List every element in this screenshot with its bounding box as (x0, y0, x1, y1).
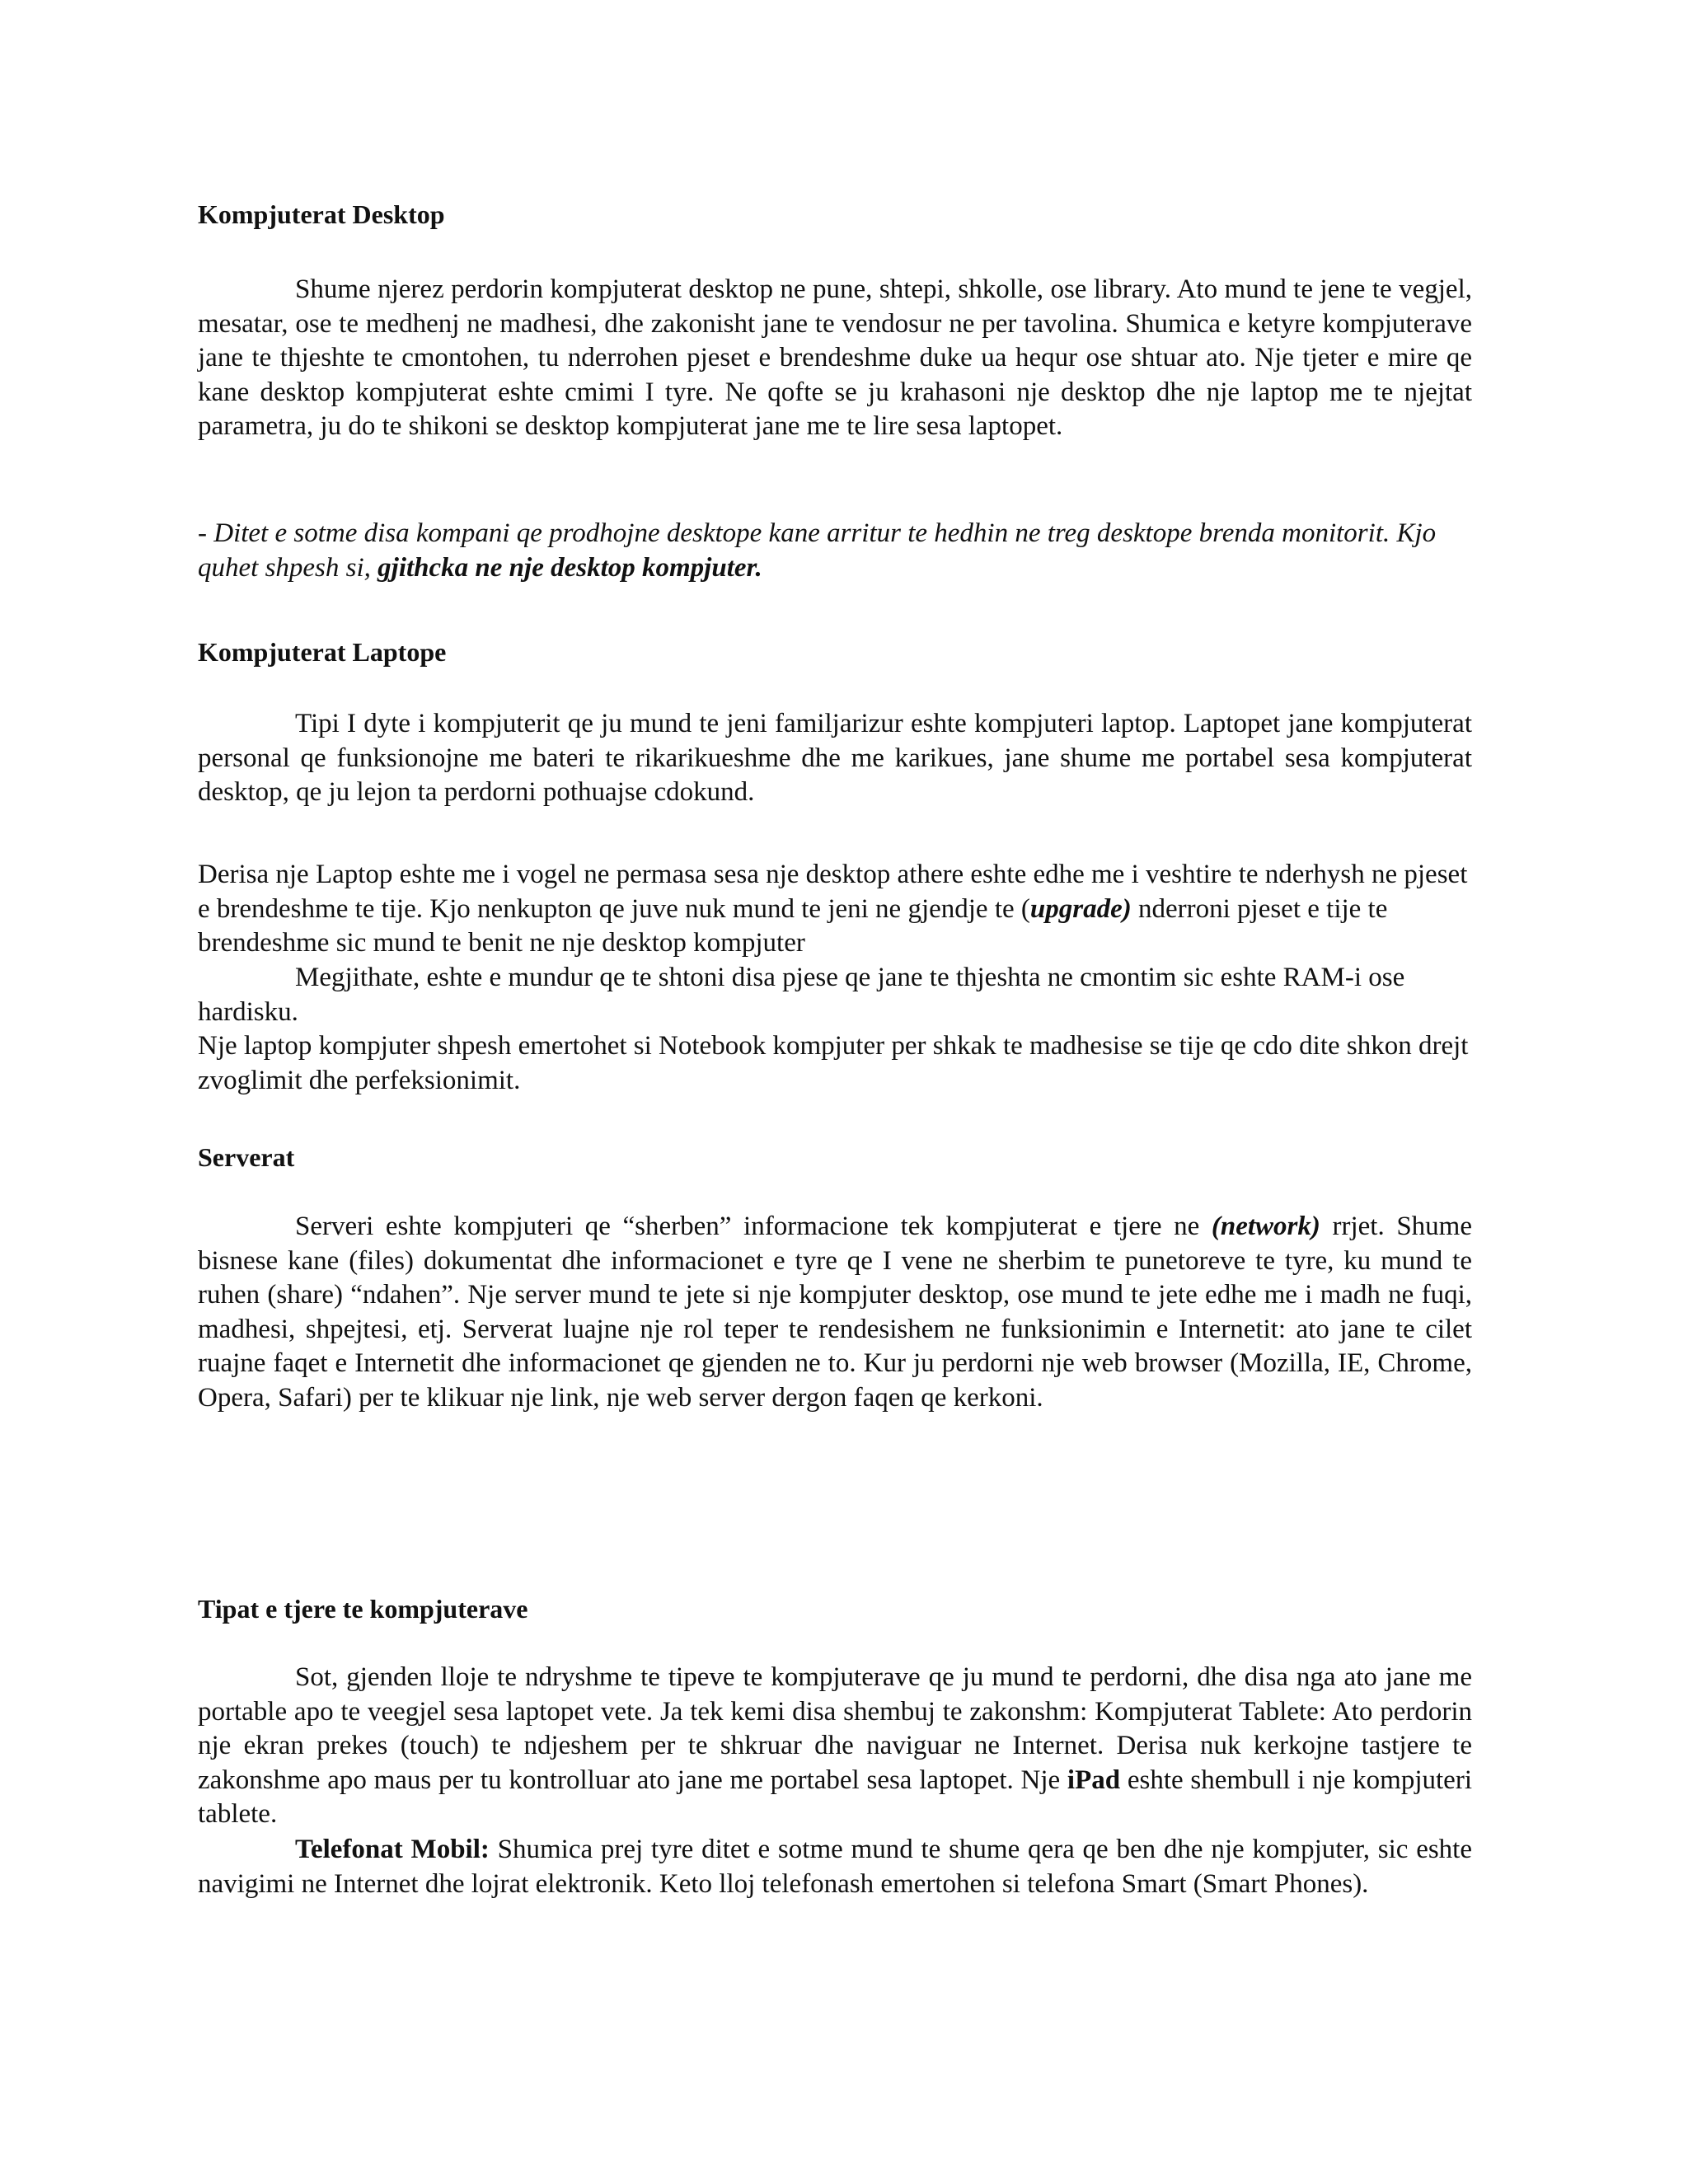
other-types-text: Sot, gjenden lloje te ndryshme te tipeve te kompjuterave qe ju mund te perdorni, dhe disa nga ato jane me portable apo te veegjel sesa laptopet vete. Ja tek kemi disa shembuj te zakonshm: Kompjuterat Tablete: Ato perdorin nje ekran prekes (touch) te ndjeshem per te shkruar dhe naviguar ne Internet. Derisa nuk kerkojne tastjere te zakonshme apo maus per tu kontrolluar ato jane me portabel sesa laptopet. Nje (198, 1662, 1472, 1795)
paragraph-laptop-upgrade (198, 858, 1472, 961)
paragraph-laptop-parts: Megjithate, eshte e mundur qe te shtoni disa pjese qe jane te thjeshta ne cmontim sic eshte RAM-i ose hardisku. (198, 963, 1405, 1027)
laptop-upgrade-text: Derisa nje Laptop eshte me i vogel ne permasa sesa nje desktop athere eshte edhe me i veshtire te nderhysh ne pjeset e brendeshme te tije. Kjo nenkupton qe juve nuk mund te jeni ne gjendje te ( (198, 860, 1468, 924)
heading-other-types: Tipat e tjere te kompjuterave (198, 1594, 528, 1624)
desktop-note-emphasis: gjithcka ne nje desktop kompjuter. (377, 552, 762, 583)
paragraph-laptop-intro: Tipi I dyte i kompjuterit qe ju mund te jeni familjarizur eshte kompjuteri laptop. Laptopet jane kompjuterat personal qe funksionojne me bateri te rikarikueshme dhe me karikues, jane shume me portabel sesa kompjuterat desktop, qe ju lejon ta perdorni pothuajse cdokund. (198, 709, 1472, 807)
heading-desktop: Kompjuterat Desktop (198, 199, 445, 229)
mobile-phones-label: Telefonat Mobil: (295, 1835, 490, 1864)
mobile-phones-text: Shumica prej tyre ditet e sotme mund te shume qera qe ben dhe nje kompjuter, sic eshte navigimi ne Internet dhe lojrat elektronik. Keto lloj telefonash emertohen si telefona Smart (Smart Phones). (198, 1835, 1473, 1899)
heading-servers: Serverat (198, 1142, 295, 1172)
servers-text: Serveri eshte kompjuteri qe “sherben” informacione tek kompjuterat e tjere ne (295, 1212, 1212, 1241)
ipad-term: iPad (1067, 1765, 1121, 1795)
document-page (198, 0, 1472, 2184)
paragraph-desktop-intro: Shume njerez perdorin kompjuterat desktop ne pune, shtepi, shkolle, ose library. Ato mund te jene te vegjel, mesatar, ose te medhenj ne madhesi, dhe zakonisht jane te vendosur ne per tavolina. Shumica e ketyre kompjuterave jane te thjeshte te cmontohen, tu nderrohen pjeset e brendeshme duke ua hequr ose shtuar ato. Nje tjeter e mire qe kane desktop kompjuterat eshte cmimi I tyre. Ne qofte se ju krahasoni nje desktop dhe nje laptop me te njejtat parametra, ju do te shikoni se desktop kompjuterat jane me te lire sesa laptopet. (198, 274, 1472, 441)
laptop-upgrade-text-end: nderroni pjeset e tije te brendeshme sic mund te benit ne nje desktop kompjuter (198, 893, 1388, 958)
servers-network-term: (network) (1211, 1212, 1320, 1241)
paragraph-other-types (198, 1661, 1472, 1832)
paragraph-mobile-phones (198, 1833, 1472, 1901)
laptop-upgrade-term: upgrade) (1029, 893, 1132, 924)
heading-laptop: Kompjuterat Laptope (198, 637, 447, 667)
paragraph-servers (198, 1210, 1472, 1415)
servers-text-end: rrjet. Shume bisnese kane (files) dokumentat dhe informacionet e tyre qe I vene ne sherbim te punetoreve te tyre, ku mund te ruhen (share) “ndahen”. Nje server mund te jete si nje kompjuter desktop, ose mund te jete edhe me i madh ne fuqi, madhesi, shpejtesi, etj. Serverat luajne nje rol teper te rendesishem ne funksionimin e Internetit: ato jane te cilet ruajne faqet e Internetit dhe informacionet qe gjenden ne to. Kur ju perdorni nje web browser (Mozilla, IE, Chrome, Opera, Safari) per te klikuar nje link, nje web server dergon faqen qe kerkoni. (198, 1212, 1472, 1413)
paragraph-laptop-notebook: Nje laptop kompjuter shpesh emertohet si Notebook kompjuter per shkak te madhesise se tije qe cdo dite shkon drejt zvoglimit dhe perfeksionimit. (198, 1031, 1469, 1095)
other-types-text-end: eshte shembull i nje kompjuteri tablete. (198, 1765, 1472, 1829)
paragraph-desktop-note (198, 517, 1472, 585)
desktop-note-text: - Ditet e sotme disa kompani qe prodhojne desktope kane arritur te hedhin ne treg desktope brenda monitorit. Kjo quhet shpesh si, (198, 518, 1437, 583)
